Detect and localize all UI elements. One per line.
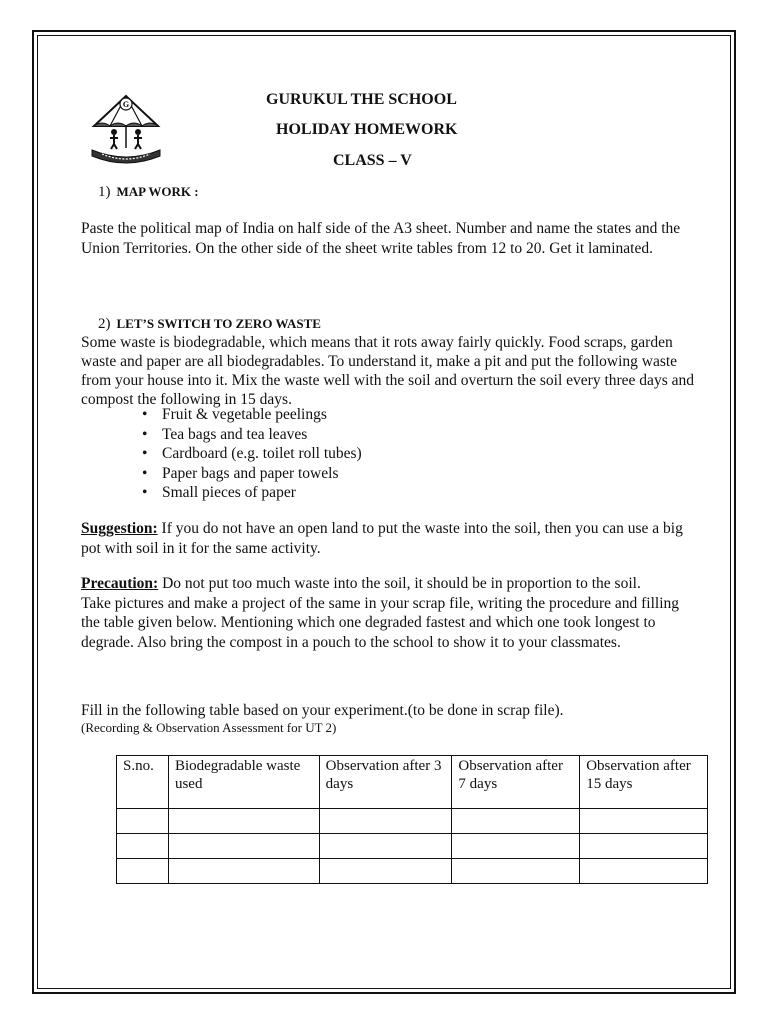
table-cell[interactable] (117, 859, 169, 884)
table-cell[interactable] (319, 834, 452, 859)
fill-instruction: Fill in the following table based on your experiment.(to be done in scrap file). (81, 702, 564, 719)
suggestion-text: If you do not have an open land to put the waste into the soil, then you can use a big pot with soil in it for the same activity. (81, 520, 683, 557)
section-1-heading (98, 184, 199, 201)
project-text: Take pictures and make a project of the same in your scrap file, writing the procedure and filling the table given below. Mentioning which one degraded fastest and which one took longest to degrade. Also bring the compost in a pouch to the school to show it to your classmates. (81, 594, 680, 651)
table-cell[interactable] (452, 834, 580, 859)
school-logo (88, 92, 164, 164)
table-cell[interactable] (319, 809, 452, 834)
list-item: • Small pieces of paper (140, 483, 362, 503)
section-1-title: MAP WORK : (116, 184, 199, 199)
table-row (117, 834, 708, 859)
section-2-number: 2) (98, 316, 111, 332)
section-2-text: Some waste is biodegradable, which means that it rots away fairly quickly. Food scraps, garden waste and paper are all biodegradables. To understand it, make a pit and put the following waste from your house into it. Mix the waste well with the soil and overturn the soil every three days and compost the following in 15 days. (81, 334, 694, 408)
precaution-text: Do not put too much waste into the soil, it should be in proportion to the soil. (158, 575, 641, 592)
table-cell[interactable] (319, 859, 452, 884)
precaution-label: Precaution: (81, 575, 159, 592)
section-2-title: LET’S SWITCH TO ZERO WASTE (116, 316, 321, 331)
table-cell[interactable] (168, 809, 319, 834)
col-header-15-days: Observation after 15 days (580, 756, 708, 809)
col-header-3-days: Observation after 3 days (319, 756, 452, 809)
table-cell[interactable] (452, 859, 580, 884)
school-name: GURUKUL THE SCHOOL (266, 91, 457, 108)
col-header-7-days: Observation after 7 days (452, 756, 580, 809)
assessment-note: (Recording & Observation Assessment for UT 2) (81, 720, 337, 735)
waste-list (140, 405, 362, 503)
table-header-row (117, 756, 708, 809)
section-2-heading (98, 316, 321, 333)
list-item: • Paper bags and paper towels (140, 464, 362, 484)
table-cell[interactable] (580, 834, 708, 859)
list-item: • Cardboard (e.g. toilet roll tubes) (140, 444, 362, 464)
table-cell[interactable] (117, 834, 169, 859)
list-item: • Fruit & vegetable peelings (140, 405, 362, 425)
table-cell[interactable] (452, 809, 580, 834)
observation-table (116, 755, 708, 884)
list-item: • Tea bags and tea leaves (140, 425, 362, 445)
precaution-paragraph (81, 574, 701, 652)
col-header-sno: S.no. (117, 756, 169, 809)
table-cell[interactable] (580, 809, 708, 834)
table-cell[interactable] (580, 859, 708, 884)
suggestion-paragraph (81, 519, 701, 558)
document-title: HOLIDAY HOMEWORK (276, 121, 458, 138)
table-cell[interactable] (117, 809, 169, 834)
table-row (117, 859, 708, 884)
section-1-number: 1) (98, 184, 111, 200)
table-cell[interactable] (168, 834, 319, 859)
col-header-waste: Biodegradable waste used (168, 756, 319, 809)
logo-letter: G (122, 100, 130, 109)
table-row (117, 809, 708, 834)
class-label: CLASS – V (333, 152, 412, 169)
table-cell[interactable] (168, 859, 319, 884)
section-1-text: Paste the political map of India on half side of the A3 sheet. Number and name the states and the Union Territories. On the other side of the sheet write tables from 12 to 20. Get it laminated. (81, 220, 681, 257)
suggestion-label: Suggestion: (81, 520, 158, 537)
